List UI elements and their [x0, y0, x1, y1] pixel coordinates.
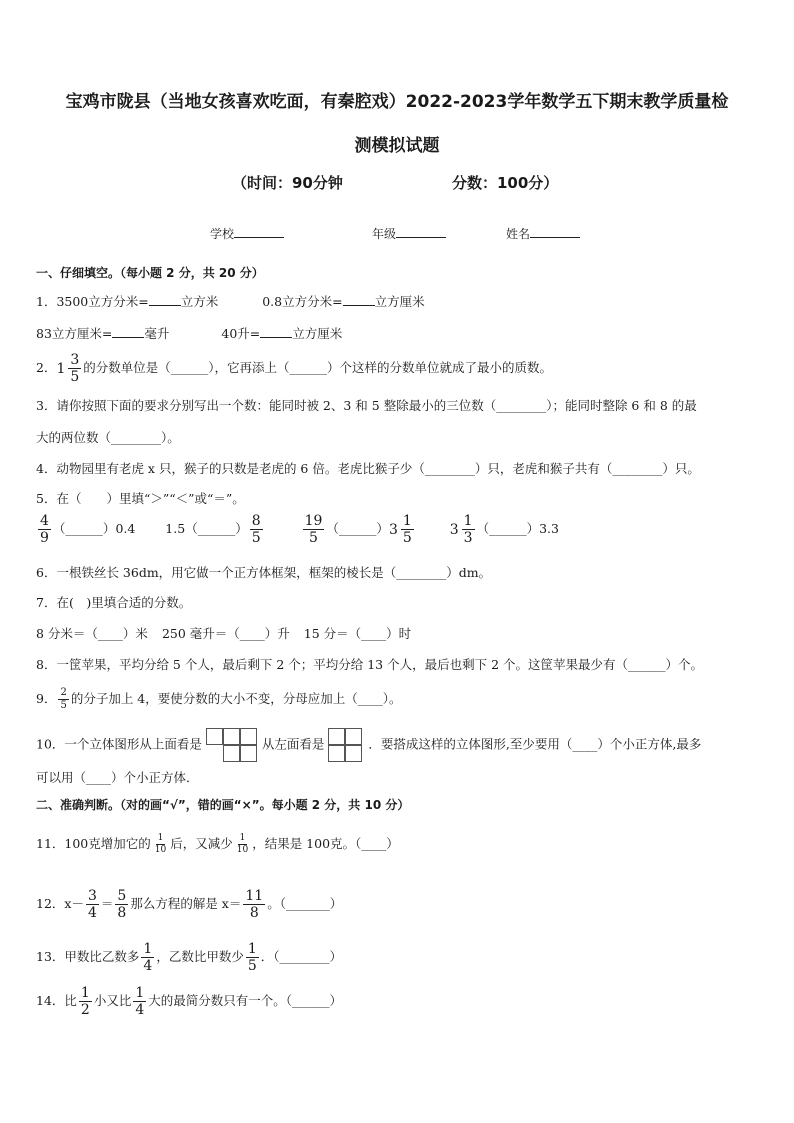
name-field: [506, 225, 580, 242]
question-12: 12．x－ $\frac{3}{4}$ ＝ $\frac{5}{8}$ 那么方程的解是 x＝ $\frac{11}{8}$ 。（_______）: [36, 888, 343, 921]
question-10: 10．一个立体图形从上面看是 从左面看是 ．要搭成这样的立体图形,至少要用（____）个小正方体,最多: [36, 728, 701, 762]
name-label: 姓名: [506, 227, 531, 241]
question-5: 5．在（ ）里填“＞”“＜”或“＝”。: [36, 491, 245, 506]
question-3-line-2: 大的两位数（________）。: [36, 430, 180, 445]
school-label: 学校: [210, 227, 235, 241]
school-blank[interactable]: [234, 226, 284, 238]
exam-time: （时间：90分钟: [232, 174, 343, 192]
title-line-1: 宝鸡市陇县（当地女孩喜欢吃面，有秦腔戏）2022-2023学年数学五下期末教学质量检: [65, 92, 729, 112]
question-7-items: 8 分米＝（____）米 250 毫升＝（____）升 15 分＝（____）时: [36, 626, 412, 641]
question-5-items: $\frac{4}{9}$ （______）0.4 1.5（______） $\frac{8}{5}$ $\frac{19}{5}$ （______） 3 $\frac{1}{5}$ 3 $\frac{1}{3}$ （______）3.3: [40, 513, 559, 546]
question-10-line-2: 可以用（____）个小正方体．: [36, 770, 199, 785]
top-view-figure: [206, 728, 258, 762]
grade-label: 年级: [372, 227, 397, 241]
section-1-title: 一、仔细填空。（每小题 2 分，共 20 分）: [36, 266, 264, 280]
question-11: 11．100克增加它的 $\frac{1}{10}$ 后，又减少 $\frac{1}{10}$ ，结果是 100克。（____）: [36, 833, 399, 855]
grade-field: [372, 225, 446, 242]
left-view-figure: [328, 728, 364, 762]
question-13: 13．甲数比乙数多 $\frac{1}{4}$ ，乙数比甲数少 $\frac{1}{5}$ ．（________）: [36, 941, 343, 974]
school-field: [210, 225, 284, 242]
question-6: 6．一根铁丝长 36dm，用它做一个正方体框架，框架的棱长是（________）dm。: [36, 565, 492, 580]
exam-score: 分数：100分）: [452, 174, 559, 192]
grade-blank[interactable]: [396, 226, 446, 238]
question-2: 2． 1 $\frac{3}{5}$ 的分数单位是（______），它再添上（______）个这样的分数单位就成了最小的质数。: [36, 352, 553, 385]
section-2-title: 二、准确判断。（对的画“√”，错的画“×”。每小题 2 分，共 10 分）: [36, 798, 410, 812]
question-1a: 1．3500立方分米= 立方米 0.8立方分米= 立方厘米: [36, 294, 425, 309]
question-14: 14．比 $\frac{1}{2}$ 小又比 $\frac{1}{4}$ 大的最简分数只有一个。（______）: [36, 985, 343, 1018]
question-1b: 83立方厘米= 毫升 40升= 立方厘米: [36, 326, 343, 341]
title-line-2: 测模拟试题: [354, 136, 440, 156]
mixed-fraction: 1 $\frac{3}{5}$: [56, 352, 80, 385]
question-4: 4．动物园里有老虎 x 只，猴子的只数是老虎的 6 倍。老虎比猴子少（________）只，老虎和猴子共有（________）只。: [36, 461, 700, 476]
name-blank[interactable]: [530, 226, 580, 238]
question-9: 9． $\frac{2}{5}$ 的分子加上 4，要使分数的大小不变，分母应加上（____）。: [36, 687, 402, 711]
question-7: 7．在( )里填合适的分数。: [36, 595, 192, 610]
question-8: 8．一筐苹果，平均分给 5 个人，最后剩下 2 个；平均分给 13 个人，最后也剩下 2 个。这筐苹果最少有（______）个。: [36, 657, 704, 672]
question-3-line-1: 3．请你按照下面的要求分别写出一个数：能同时被 2、3 和 5 整除最小的三位数（________）；能同时整除 6 和 8 的最: [36, 398, 697, 413]
